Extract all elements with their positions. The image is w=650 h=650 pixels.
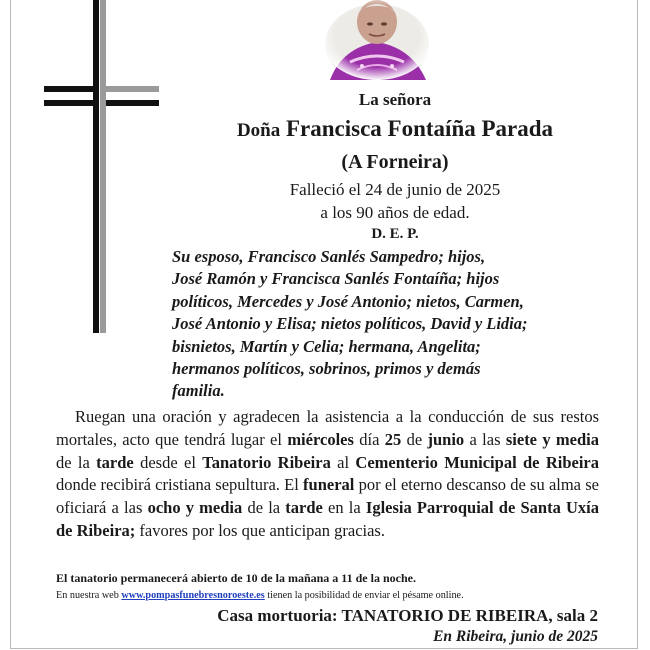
- body-bold: ocho y media: [147, 498, 243, 518]
- family-line: José Ramón y Francisca Sanlés Fontaíña; hijos: [172, 269, 500, 289]
- body-bold: tarde: [96, 452, 134, 472]
- body-bold: miércoles: [287, 429, 354, 449]
- body-text: en la: [322, 498, 366, 518]
- website-link[interactable]: www.pompasfunebresnoroeste.es: [121, 590, 265, 601]
- family-line: hermanos políticos, sobrinos, primos y demás: [172, 359, 481, 379]
- body-bold: Tanatorio Ribeira: [202, 452, 331, 472]
- deceased-name: [160, 116, 630, 142]
- web-suffix: tienen la posibilidad de enviar el pésame online.: [264, 590, 464, 601]
- ceremony-paragraph: [56, 406, 599, 543]
- body-text: de: [401, 429, 428, 449]
- body-text: día: [353, 429, 385, 449]
- body-text: por el eterno descanso de su alma se oficiará a las: [56, 475, 599, 518]
- body-text: al: [330, 452, 356, 472]
- dona-prefix: Doña: [236, 120, 281, 141]
- deceased-full-name: Francisca Fontaíña Parada: [286, 116, 554, 141]
- death-date: Falleció el 24 de junio de 2025: [289, 180, 501, 199]
- body-bold: funeral: [303, 475, 355, 495]
- family-line: familia.: [172, 381, 225, 401]
- family-list: [172, 246, 598, 403]
- body-bold: Cementerio Municipal de Ribeira: [355, 452, 599, 472]
- portrait-photo: [322, 0, 432, 80]
- web-line: [56, 590, 616, 601]
- body-bold: tarde: [285, 498, 323, 518]
- honorific-line: La señora: [358, 90, 432, 109]
- age-line: a los 90 años de edad.: [320, 203, 470, 222]
- body-text: donde recibirá cristiana sepultura. El: [56, 475, 304, 495]
- body-text: de la: [242, 498, 286, 518]
- family-line: políticos, Mercedes y José Antonio; nietos, Carmen,: [172, 291, 524, 311]
- body-text: favores por los que anticipan gracias.: [135, 520, 385, 540]
- body-bold: 25: [384, 429, 402, 449]
- body-text: a las: [464, 429, 506, 449]
- web-prefix: En nuestra web: [56, 590, 122, 601]
- body-bold: Iglesia Parroquial de Santa Uxía de Ribeira;: [56, 498, 600, 540]
- body-text: de la: [56, 452, 97, 472]
- casa-mortuoria: Casa mortuoria: TANATORIO DE RIBEIRA, sala 2: [217, 606, 598, 625]
- body-bold: junio: [427, 429, 465, 449]
- deceased-alias: (A Forneira): [341, 151, 449, 173]
- body-bold: siete y media: [505, 429, 600, 449]
- place-date: En Ribeira, junio de 2025: [433, 628, 598, 645]
- family-line: José Antonio y Elisa; nietos políticos, David y Lidia;: [172, 314, 528, 334]
- body-text: Ruegan una oración y agradecen la asistencia a la conducción de sus restos mortales, acto que tendrá lugar el: [56, 407, 599, 449]
- body-text: desde el: [133, 452, 203, 472]
- tanatorio-hours: El tanatorio permanecerá abierto de 10 de la mañana a 11 de la noche.: [56, 571, 416, 585]
- family-line: bisnietos, Martín y Celia; hermana, Angelita;: [172, 336, 481, 356]
- dep-line: D. E. P.: [371, 226, 419, 242]
- family-line: Su esposo, Francisco Sanlés Sampedro; hijos,: [172, 247, 486, 266]
